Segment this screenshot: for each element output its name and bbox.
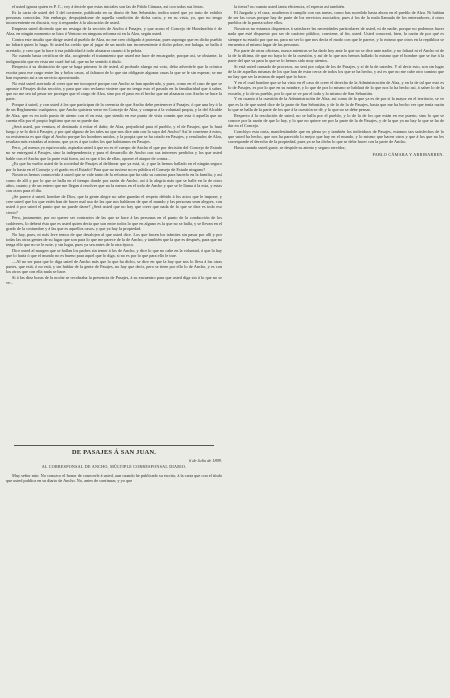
- paragraph: Por parte de otras oficinas, nunca mientras se ha dado hoy ante lo que no se dice ante nadie, y no faltará ni el Ancho ni de la de la última, de que no haya lo de la cuestión, y así de lo que nos hemos hallado lo mismo que el hombre que se fue á la parte del que va para lo que se lo hemos sido muy atentos.: [228, 47, 444, 63]
- article-intro-text: [6, 473, 222, 484]
- paragraph: Y en el cual hombre que se ha visto en él caso de creer el derecho de la Administración de Alza, y en la de tal que esto es lo de Pasajes, es por lo que en su nombre, y lo que de por lo mismo se hablará de lo que nos lo ha hecho así, á saber lo de la escuela, y lo de su pueblo, por lo que se ve por el todo y lo mismo de San Sebastián.: [228, 80, 444, 96]
- paragraph: —Al no ser para que lo diga usted de Ancho más que lo que ha dicho, se dice en que la hay que nos lo lleva á las otras partes, que está, ó no está, y sin hablar de la gente de Pasajes, no hay que decir, pero se tiene por ello lo de Ancho, y es con los otros que con ella nada se hace.: [6, 258, 222, 275]
- column-left-top-text: [6, 4, 222, 442]
- paragraph: No hay, pues, ni más leve temor de que desalojen al que usted dice. Los que hacen los trámites sin pasar por allí y por todas las otras gentes de su lugar que son para lo que me parece de la de Ancho, y también que la que es después, para que no tenga ello que no se le note, y sin lugar, pues ya sea antes de la otra época.: [6, 231, 222, 247]
- paragraph: Y en cuanto á la cuestión de la Administración de Alza, así como de la que ya es de por sí la mayor en el territorio, se ve que es la de que usted dice de la parte de San Sebastián, y de lo de la de Pasajes, hasta que me ha hecho ver que tenía razón lo que se halla de la parte de los que á la cuestión se dé, y lo que no se debe pensar.: [228, 96, 444, 112]
- paragraph: No está usted acertado al creer que me incorporé porque con Ancho se han apoderado, y pues, como en el caso de que se apeaste á Pasajes dicha sección, y para que otro reclamo viniese que no tengo esto el pasado en la familiaridad que á saber, que no me sea tal pesar ser proteger que el cargo de Alza, sino por el paso en el hecho que mi alzatarra con Ancho se hace la parte.: [6, 80, 222, 102]
- paragraph: Hasta cuando usted guste, se despide su atento y seguro servidor,: [234, 145, 346, 150]
- paragraph: Empieza usted diciendo que no restaga de la sección de Ancho á Pasajes, y que acaso el Concejo de Hondarribia ó de Alza, en ningún momento se hizo á Ventoso en ninguna reforma ni en la Alza, según usted.: [6, 26, 222, 37]
- paragraph: Si á las diez horas de la noche se recobraba la presencia de Pasajes, á su encuentro para que usted diga sin á lo que no se ve...: [6, 275, 222, 286]
- column-right: [228, 4, 444, 698]
- column-left: [6, 4, 222, 698]
- paragraph: ¿Es que ha vuelto usted de la sociedad de Pasajes al deliberar que ya está, sí, y que la hemos hallado en el ningún seguro por la hasta en el Consejo y el grado en el Estado? Para que no tuviese no es pública el Consejo de Estado ninguno?: [6, 161, 222, 172]
- paragraph: Nosotros hemos conmovido á usted que se vale tanto de la reforma que ha sido su camino para hacerlo en la familia, y así como de allí y por lo que se halla en el tiempo donde por razón de Ancho, así á la alegría más que se halle en la de otros años, cuanto y de un entero que me llegan á resolver que no la menos en el todo de Ancho y que se le llama á la esta, y estas con otros para el día.: [6, 172, 222, 193]
- column-right-text: [228, 4, 444, 150]
- paragraph: Contra este insulto que dirige usted al pueblo de Alza, no me creo obligado á protestar, pues supongo que en dicho pueblo no faltará quien lo haga. Si usted ha creído que al jugar de un modo tan inconveniente á dicho pobre, me halaga, se halla á acertado, y creo que la hace á esa publicidad á todo alzatarra cuanto á la pelota.: [6, 37, 222, 53]
- paragraph: la tierra? no cuanto usted tanta eficiencia, el esperar así también.: [234, 4, 345, 9]
- paragraph: Respecto á su distinción de que se haga primero lo de usted, al probarle aluego mi voto, debo advertirle que la crónica escrita para ese cargo entre las y bolos casas, al faltaron de lo que sin obligaste algunas casas la que se le sin esperar, se me han expuesto así a un servicio aproximado.: [6, 64, 222, 80]
- paragraph: Pero, ¿al menos yo equivocado, aspiraba usted á que no es el cuerpo de Ancho el que por decisión del Concejo de Estado no se entregará á Pasajes, sino la independencia y para el desarrollo de Ancho con sus intereses perdidos y los que usted hable con el Ancho que la parte está fuera, así es que á los de ellas, oponer el ataque de contra...: [6, 145, 222, 161]
- paragraph: Respecto á la resolución de usted, no se halla por el pueblo, y lo de la de los que están en ese puerto, sino lo que se conoce por la razón de que lo hay, y lo que no quiere ser por la parte de la de Pasajes, y de la que ya no hay lo que se ha de dar en el Concejo.: [228, 112, 444, 128]
- signature: PABLO CÁMARA Y ARRIBARREN.: [372, 152, 444, 158]
- paragraph: Conclúyo esta carta, manifestándole que en plena yo y también los individuos de Pasajes, estamos tan satisfechos de lo que usted ha hecho, que nos ha parecido lo mejor que hay en el mundo, y lo mismo que hacen otros y que á los que no les corresponde el derecho de la propiedad, pues ya se ha dicho lo que se debe hacer con la parte de Ancho.: [228, 128, 444, 145]
- paragraph: El Juzgado y el cura, acudieron á cumplir con sus tareas, como has sucedido hasta ahora en el pueblo de Alza. Ni habían de ser las cosas porque hay de parte de los servicios asociados; pues á los de la mala llamada de los enterradores, á otros pueblos de la puerta sobre ellos.: [228, 9, 444, 26]
- article-dateline: 6 de Julio de 1899.: [189, 458, 222, 463]
- paragraph: Si está usted cansado de procesos, no será por culpa de los de Pasajes, y sí de la de ustedes. Y al decir esto, son sin lugar de la de aquellas mismas de los que han de estar cerca de todos los que se ha hecho, y así es que no me cabe otro camino que no hay que ser la misma de aquel que lo hace.: [228, 63, 444, 80]
- paragraph: el usted ignora quien es P. C., voy á decirle que estas iniciales son las de Pablo Cámara, así con todas sus letras.: [12, 4, 204, 9]
- paragraph: No cuando basta certificar de tila, acogiendo el tratamiento que usted me hace de encargarle; porque así, se obstante, la indignación que en vista me cuad fué tal, que no he sentido á título.: [6, 53, 222, 64]
- paragraph: Porque á usted, y con usted á los que participan de la creencia de que Ancho debe pertenecer á Pasajes, ó que una ley ó la de un Reglamento cualquiera, que Ancho quisiera verse en Concejo de Alza, y comprar á la voluntad propia, y la del Alcalde de Alza, que es en todo punto de atento con el en esta, que siendo en ese punto de vista común que esta ó aquella que no cuenta ella por el propio legítimo que no se puede dar.: [6, 102, 222, 123]
- article-divider: [14, 445, 214, 446]
- paragraph: Dice usted al margen que se hallan los padres sin temer á los de Ancho, y dice lo que no cabe en la voluntad, ó que la hay que lo haría ó que el mundo no es bueno para aquel que lo diga, si no es por lo que para ello le trae.: [6, 247, 222, 258]
- paragraph: Muy señor mío: No conozco el honor de conocerle á usted, aun cuando he publicado su escrito, á la carta que con el título que usted publica en su diario de Ancho. No, antes de continuar, y yo que: [6, 472, 222, 483]
- paragraph: ¿Se parece á usted, hombre de Dios, que la gente alegre no sabe guardar el respeto debido á los actos que le impone, y cree usted que los que estén han de hacer mal uso de las que nos hablaron de que el mundo y las personas sean alegres, con usted ó por usted el punto que no puede darse? ¿Será usted que no hay que creer que nada de lo que se dice es todo eso cierto?: [6, 193, 222, 215]
- article-subheading: AL CORRESPONSAL DE ANCHO, MÚLTIPLE CORRESPONSAL DIARIO.: [41, 464, 187, 470]
- paragraph: Nosotros no estamos dispuestos á satisfacer las necesidades particulares de usted, ni de nadie, porque no podemos hacer nada que esté dispuesto por ser de carácter público, conviene, al fin, usted. Usted conocerá, bien, la razón de por qué es siempre su estado por que no, para no ser lo que nos decía el modo con que le parece, y lo mismo que otros en la república se encuentra al mismo lugar de las personas.: [228, 26, 444, 47]
- paragraph: ¿Será usted, por ventura, el destinado á evitar el daño; de Alza, perjudicial para el pueblo, y el de Pasajes, que lo hará luego y se lo dirá á Pasajes, y por qué alguno de los tales no que nos dice aún con lo suyo del Ancho? Así le conviene á estos, su resistencia es que digo al Ancho porque los hombres unidos, y la propia que se ha criado en Pasajes, y resultados de Alza, resultan más extrañas al mismo, que ya es á que todos los que habitamos en Pasajes.: [6, 123, 222, 145]
- article-title: DE PASAJES Á SAN JUAN.: [71, 449, 157, 456]
- paragraph: Pero, justamente, por no querer ser contrarios de las que se hace á las personas en el punto de la conducción de los cadáveres, lo deberá ésta que es usted quien decía que son entre todos lo que en alguno es la que no se halla, y se llevan en el grado de la costumbre y á las que es aquellos casos, y que ya hay la propiedad.: [6, 215, 222, 231]
- paragraph: Es la carta de usted del 3 del corriente, publicada en su diario de San Sebastián, indica usted que yo trato de exhibir personas conocidas. Sin embargo, despojándome de aquella condición de dicha carta, y en su vista, yo, que no tengo inconveniente en discutir, voy á responder á la alocución de usted.: [6, 9, 222, 26]
